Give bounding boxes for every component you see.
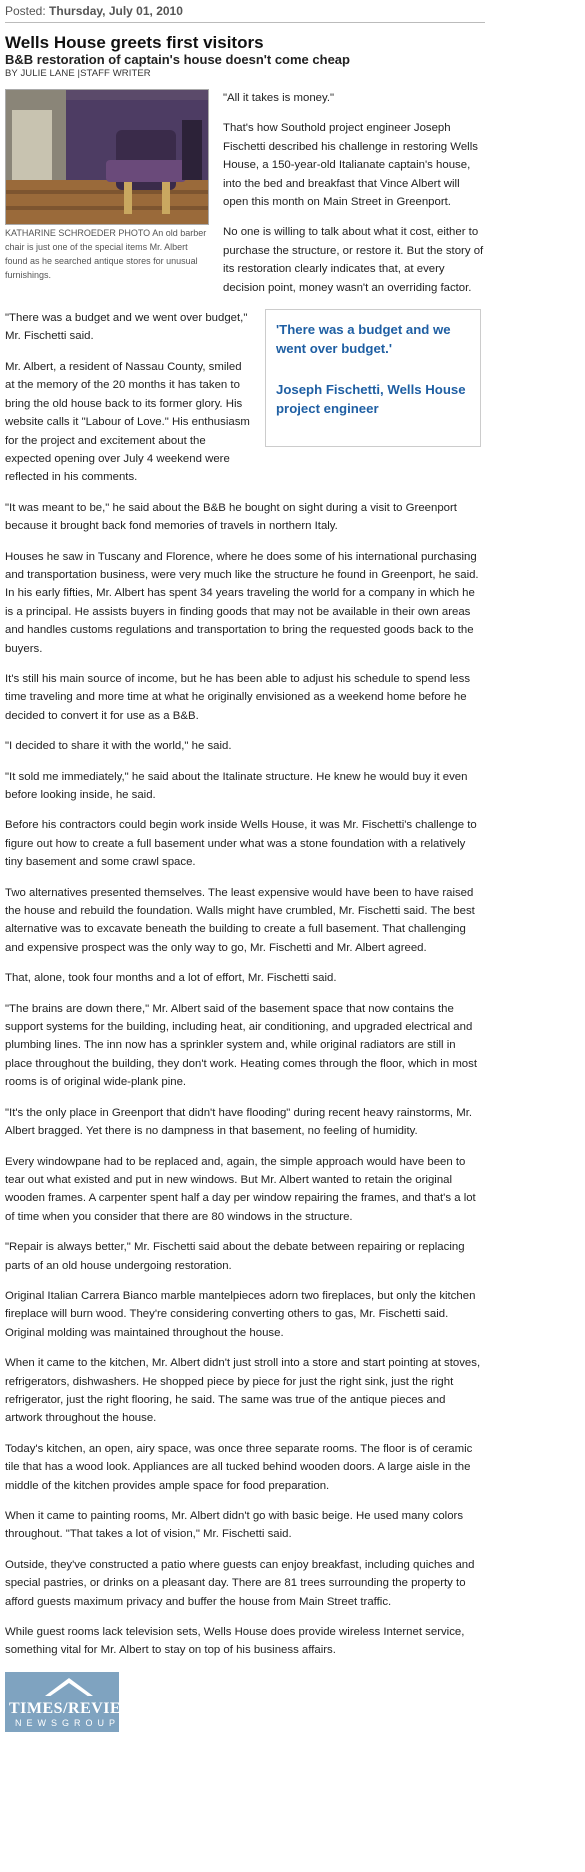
posted-line bbox=[5, 0, 485, 23]
photo-figure bbox=[5, 89, 209, 282]
paragraph: Two alternatives presented themselves. The least expensive would have been to have raised the house and rebuild the foundation. Walls might have crumbled, Mr. Fischetti said. The best alternative was to excavate beneath the building to create a full basement. That challenging and expensive prospect was the only way to go, Mr. Fischetti and Mr. Albert agreed. bbox=[5, 886, 475, 954]
paragraph: "The brains are down there," Mr. Albert said of the basement space that now contains the support systems for the building, including heat, air conditioning, and upgraded electrical and plumbing lines. The inn now has a sprinkler system and, while original radiators are still in place throughout the building, they don't work. Heating comes through the floor, which in most rooms is of original wide-plank pine. bbox=[5, 1002, 477, 1089]
house-roof-inner-icon bbox=[49, 1683, 89, 1697]
paragraph: That's how Southold project engineer Joseph Fischetti described his challenge in restoring Wells House, a 150-year-old Italianate captain's house, into the bed and breakfast that Vince Albert will open this month on Main Street in Greenport. bbox=[223, 122, 478, 209]
pull-quote-attribution: Joseph Fischetti, Wells House project engineer bbox=[276, 382, 466, 417]
paragraph: When it came to painting rooms, Mr. Albert didn't go with basic beige. He used many colors throughout. "That takes a lot of vision," Mr. Fischetti said. bbox=[5, 1510, 464, 1541]
paragraph: "Repair is always better," Mr. Fischetti said about the debate between repairing or replacing parts of an old house undergoing restoration. bbox=[5, 1241, 465, 1272]
subhead: B&B restoration of captain's house doesn't come cheap bbox=[5, 52, 350, 67]
headline: Wells House greets first visitors bbox=[5, 33, 264, 52]
paragraph: "I decided to share it with the world," he said. bbox=[5, 740, 232, 753]
paragraph: "It's the only place in Greenport that didn't have flooding" during recent heavy rainstorms, Mr. Albert bragged. Yet there is no dampness in that basement, no feeling of humidity. bbox=[5, 1106, 473, 1138]
paragraph: "There was a budget and we went over budget," Mr. Fischetti said. bbox=[5, 312, 248, 343]
posted-date: Thursday, July 01, 2010 bbox=[49, 4, 183, 18]
paragraph: When it came to the kitchen, Mr. Albert didn't just stroll into a store and start pointing at stoves, refrigerators, dishwashers. He shopped piece by piece for just the right sink, just the right refrigerator, just the right flooring, he said. The same was true of the antique pieces and artwork throughout the house. bbox=[5, 1357, 481, 1425]
paragraph: Before his contractors could begin work inside Wells House, it was Mr. Fischetti's challenge to figure out how to create a full basement under what was a stone foundation with a relatively tiny basement and some crawl space. bbox=[5, 819, 477, 869]
paragraph: "It was meant to be," he said about the B&B he bought on sight during a visit to Greenport because it brought back fond memories of travels in northern Italy. bbox=[5, 501, 457, 533]
paragraph: It's still his main source of income, but he has been able to adjust his schedule to spend less time traveling and more time at what he originally envisioned as a weekend home before he decided to convert it for use as a B&B. bbox=[5, 672, 471, 722]
photo-illustration bbox=[6, 90, 208, 224]
photo-caption: KATHARINE SCHROEDER PHOTO An old barber chair is just one of the special items Mr. Albert found as he searched antique stores for unusual furnishings. bbox=[5, 228, 207, 280]
paragraph: No one is willing to talk about what it cost, either to purchase the structure, or restore it. But the story of its restoration clearly indicates that, at every decision point, money wasn't an overriding factor. bbox=[223, 226, 484, 294]
posted-label: Posted: bbox=[5, 4, 46, 18]
logo-line2: NEWSGROUP bbox=[15, 1717, 121, 1728]
byline: BY JULIE LANE |STAFF WRITER bbox=[5, 68, 151, 79]
logo-line1: TIMES/REVIEW bbox=[9, 1699, 138, 1717]
paragraph: While guest rooms lack television sets, Wells House does provide wireless Internet service, something vital for Mr. Albert to stay on top of his business affairs. bbox=[5, 1626, 465, 1657]
paragraph: Every windowpane had to be replaced and, again, the simple approach would have been to tear out what existed and put in new windows. But Mr. Albert wanted to retain the original wooden frames. A carpenter spent half a day per window repairing the frames, and that's a lot of time when you consider that there are 80 windows in the structure. bbox=[5, 1155, 476, 1223]
barber-chair-photo bbox=[5, 89, 209, 225]
paragraph: Outside, they've constructed a patio where guests can enjoy breakfast, including quiches and special pastries, or drinks on a pleasant day. There are 81 trees surrounding the property to afford guests maximum privacy and buffer the house from Main Street traffic. bbox=[5, 1558, 475, 1608]
paragraph: "It sold me immediately," he said about the Italinate structure. He knew he would buy it even before looking inside, he said. bbox=[5, 770, 468, 801]
pull-quote-text: 'There was a budget and we went over budget.' bbox=[276, 322, 451, 357]
paragraph: Mr. Albert, a resident of Nassau County, smiled at the memory of the 20 months it has taken to bring the old house back to its former glory. His website calls it "Labour of Love." His enthusiasm for the project and excitement about the expected opening over July 4 weekend were reflected in his comments. bbox=[5, 360, 250, 484]
article bbox=[5, 0, 485, 1732]
paragraph: Houses he saw in Tuscany and Florence, where he does some of his international purchasing and transportation business, were very much like the structure he found in Greenport, he said. In his early fifties, Mr. Albert has spent 34 years traveling the world for a company in which he is a principal. He assists buyers in finding goods that may not be available in their own areas and handles customs regulations and transportation to bring the requested goods back to the buyers. bbox=[5, 550, 479, 655]
paragraph: Original Italian Carrera Bianco marble mantelpieces adorn two fireplaces, but only the kitchen fireplace will burn wood. They're considering converting others to gas, Mr. Fischetti said. Original molding was maintained throughout the house. bbox=[5, 1289, 476, 1339]
paragraph: "All it takes is money." bbox=[223, 92, 335, 104]
times-review-logo[interactable] bbox=[5, 1672, 138, 1732]
paragraph: Today's kitchen, an open, airy space, was once three separate rooms. The floor is of ceramic tile that has a wood look. Appliances are all tucked behind wooden doors. A large aisle in the middle of the kitchen provides ample space for food preparation. bbox=[5, 1442, 473, 1492]
pull-quote bbox=[265, 309, 481, 447]
paragraph: That, alone, took four months and a lot of effort, Mr. Fischetti said. bbox=[5, 972, 337, 985]
